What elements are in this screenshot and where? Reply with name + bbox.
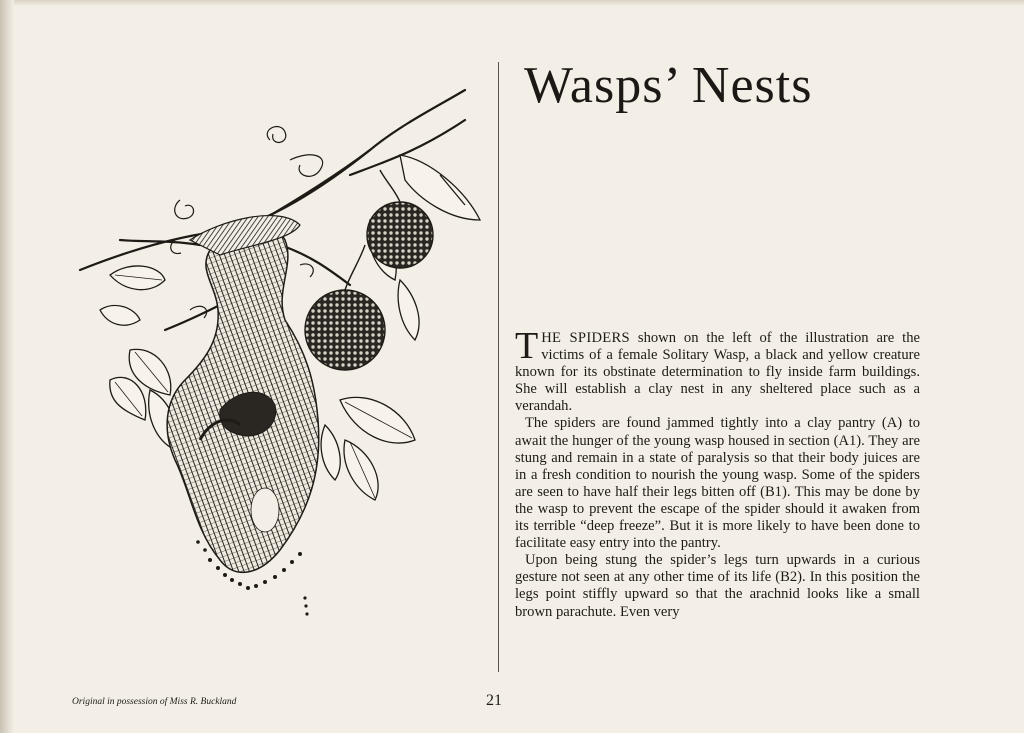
article-body: [515, 325, 920, 621]
article-title: Wasps’ Nests: [524, 57, 813, 114]
illustration-caption: Original in possession of Miss R. Buckland: [72, 697, 237, 707]
column-divider: [498, 62, 499, 672]
nest-light-patch: [251, 488, 279, 532]
lead-in-words: HE SPIDERS: [541, 330, 630, 346]
fruit-lower: [305, 290, 385, 370]
drop-cap: T: [515, 325, 539, 367]
nest-illustration: [70, 80, 500, 620]
paragraph-1: [515, 325, 920, 415]
paragraph-1-text: shown on the left of the illustration are the victims of a female Solitary Wasp, a black and yellow creature known for its obstinate determination to fly inside farm buildings. She will establish a clay nest in any sheltered place such as a verandah.: [515, 330, 920, 415]
fruit-stem: [380, 170, 400, 202]
page-number: 21: [486, 692, 502, 709]
fruit-stem: [345, 245, 365, 290]
paragraph-2: The spiders are found jammed tightly into a clay pantry (A) to await the hunger of the young wasp housed in section (A1). They are stung and remain in a state of paralysis so that their body juices are in a fresh condition to nourish the young wasp. Some of the spiders are seen to have half their legs bitten off (B1). This may be done by the wasp to prevent the escape of the spider should it awaken from its terrible “deep freeze”. But it is more likely to have been done to facilitate easy entry into the pantry.: [515, 415, 920, 552]
page-gutter-shadow: [0, 0, 14, 733]
paragraph-3: Upon being stung the spider’s legs turn upwards in a curious gesture not seen at any other time of its life (B2). In this position the legs point stiffly upward so that the arachnid looks like a small brown parachute. Even very: [515, 552, 920, 620]
fruit-upper: [367, 202, 433, 268]
page-edge: [0, 0, 1024, 6]
